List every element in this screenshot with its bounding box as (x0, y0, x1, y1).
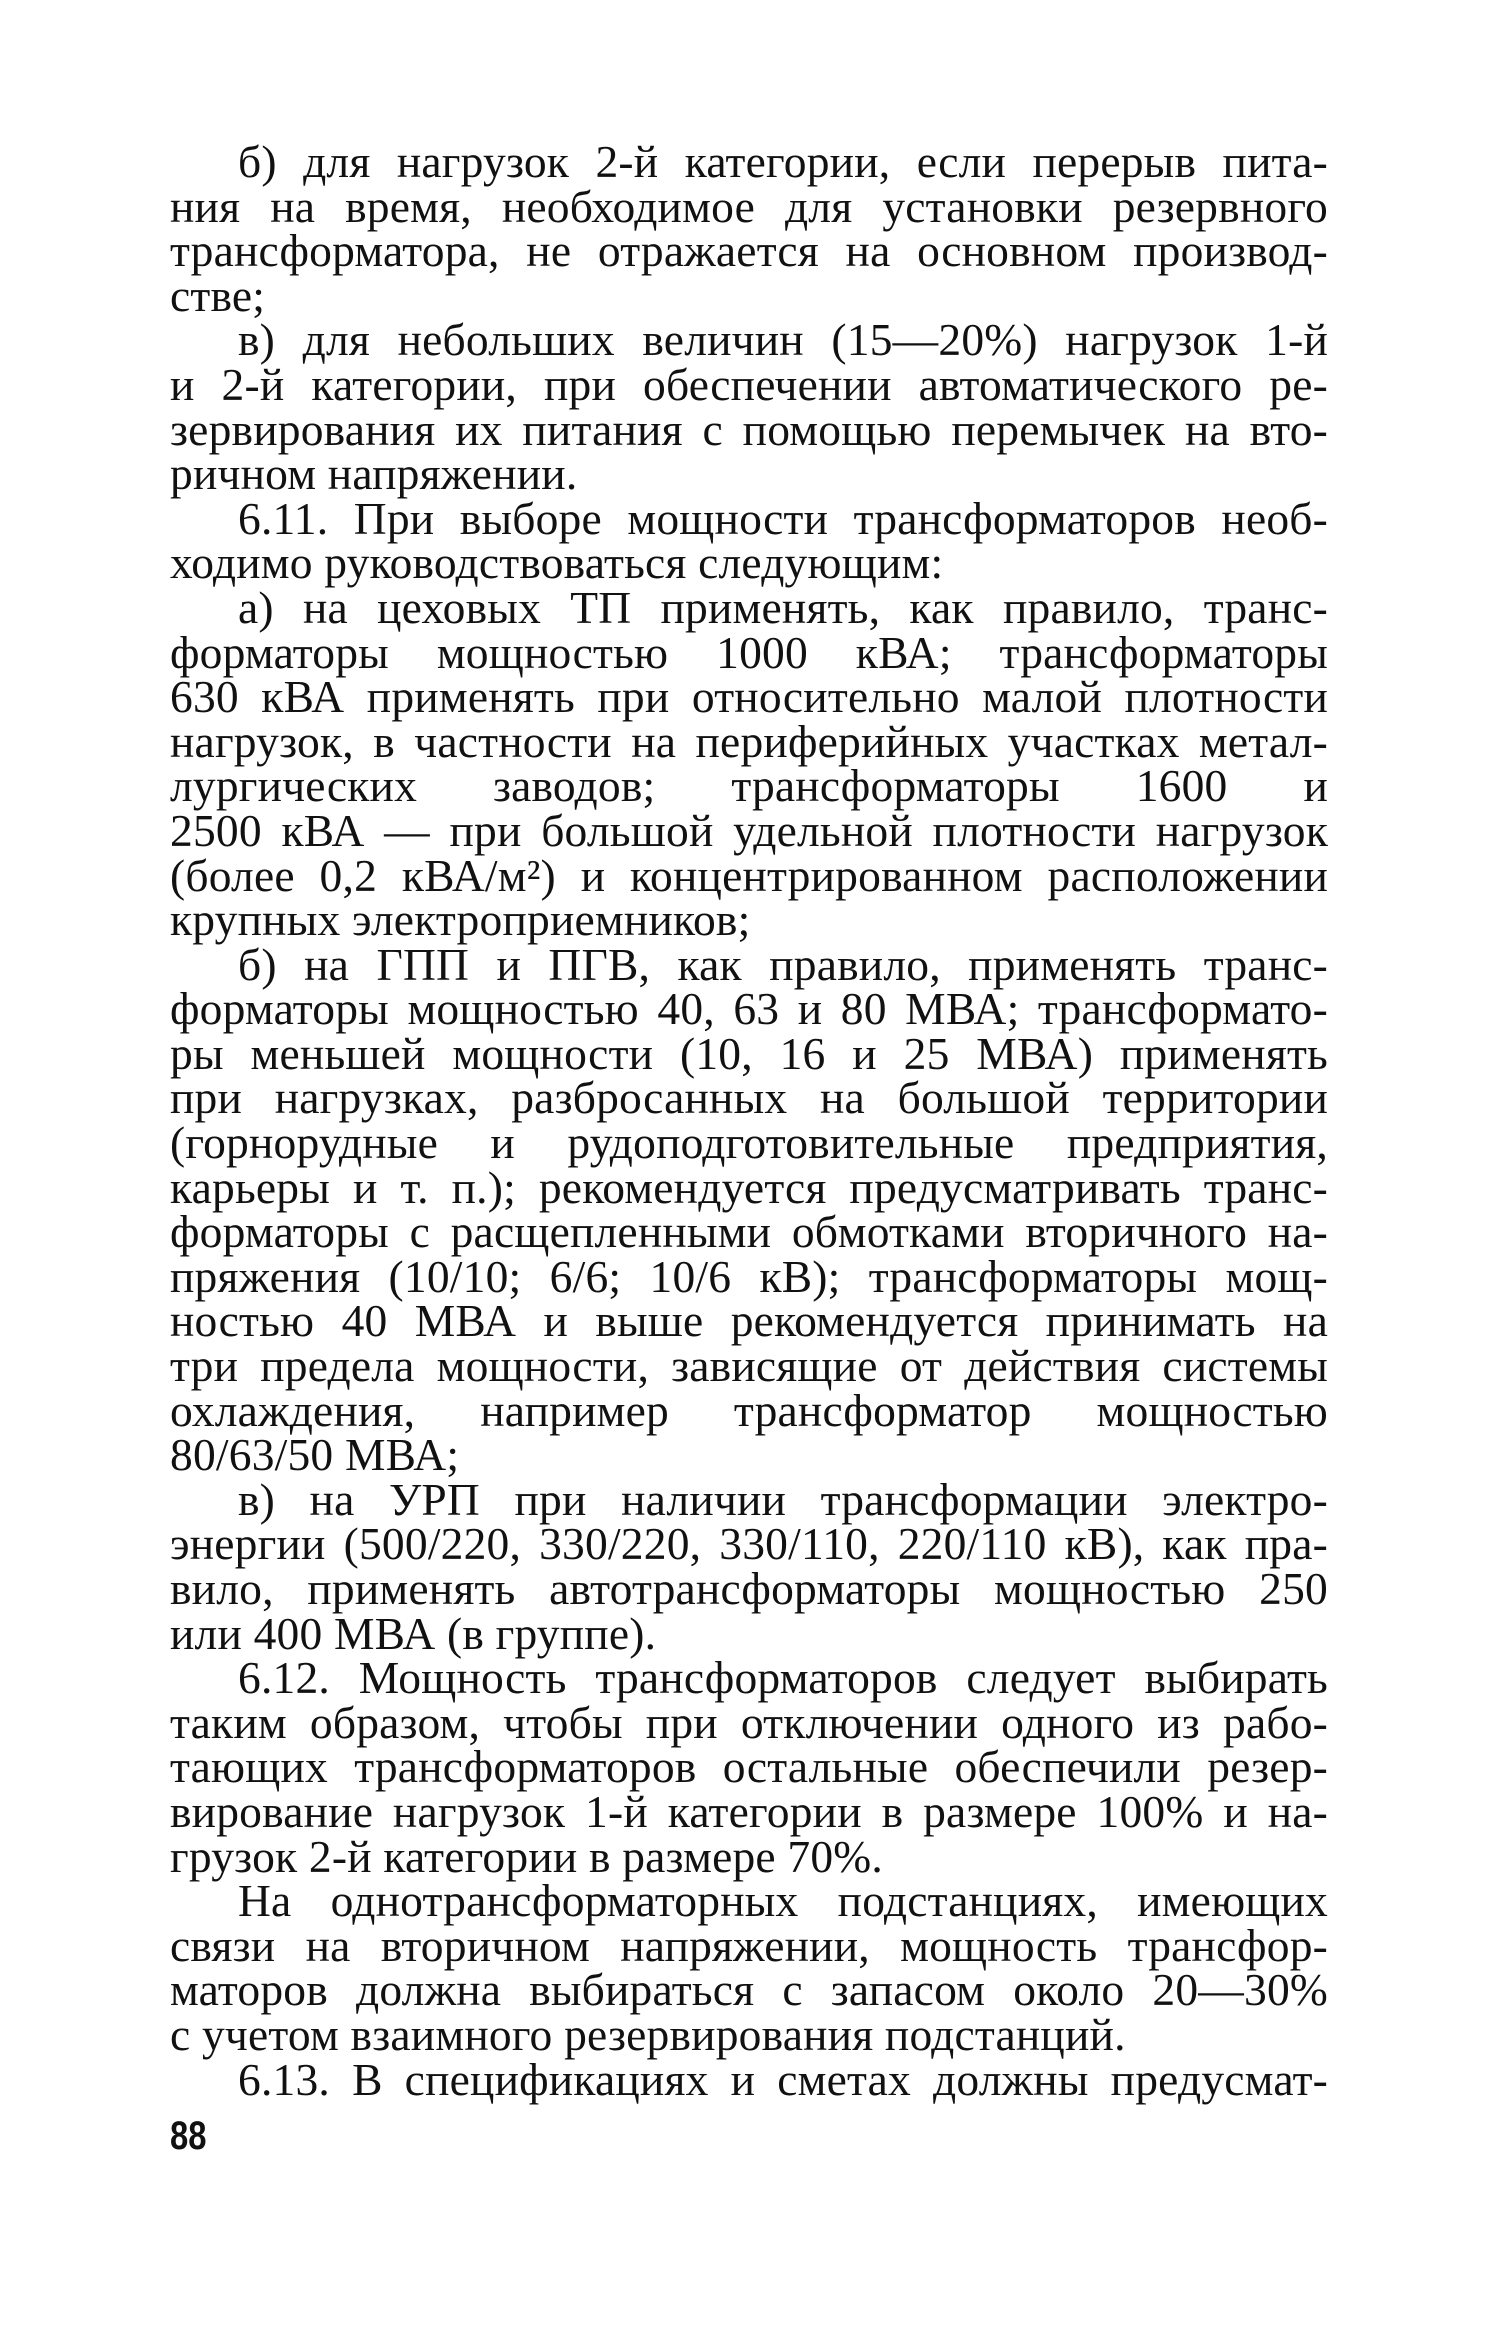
text-line: форматоры мощностью 40, 63 и 80 МВА; трансформато- (170, 983, 1328, 1035)
text-line: тающих трансформаторов остальные обеспечили резер- (170, 1741, 1328, 1793)
text-line: а) на цеховых ТП применять, как правило, транс- (238, 581, 1328, 633)
text-line: форматоры мощностью 1000 кВА; трансформаторы (170, 626, 1328, 678)
text-line: три предела мощности, зависящие от действия системы (170, 1340, 1328, 1392)
text-line: На однотрансформаторных подстанциях, имеющих (238, 1875, 1328, 1927)
text-line: нагрузок, в частности на периферийных участках метал- (170, 715, 1328, 767)
text-line: охлаждения, например трансформатор мощностью (170, 1384, 1328, 1436)
text-line: 630 кВА применять при относительно малой плотности (170, 671, 1328, 723)
text-line: ричном напряжении. (170, 448, 578, 500)
text-line: форматоры с расщепленными обмотками вторичного на- (170, 1206, 1328, 1258)
text-line: вирование нагрузок 1-й категории в размере 100% и на- (170, 1785, 1328, 1837)
text-line: энергии (500/220, 330/220, 330/110, 220/110 кВ), как пра- (170, 1518, 1328, 1570)
text-line: ходимо руководствоваться следующим: (170, 537, 944, 589)
text-line: 6.11. При выборе мощности трансформаторов необ- (238, 492, 1328, 544)
text-line: грузок 2-й категории в размере 70%. (170, 1830, 883, 1882)
text-line: 6.13. В спецификациях и сметах должны предусмат- (238, 2053, 1328, 2105)
text-line: карьеры и т. п.); рекомендуется предусматривать транс- (170, 1161, 1328, 1213)
body-text (170, 136, 1328, 2105)
text-line: с учетом взаимного резервирования подстанций. (170, 2008, 1126, 2060)
text-line: лургических заводов; трансформаторы 1600 и (170, 760, 1328, 812)
text-line: таким образом, чтобы при отключении одного из рабо- (170, 1696, 1328, 1748)
text-line: ры меньшей мощности (10, 16 и 25 МВА) применять (170, 1027, 1328, 1079)
text-line: ния на время, необходимое для установки резервного (170, 180, 1328, 232)
text-line: ностью 40 МВА и выше рекомендуется принимать на (170, 1295, 1328, 1347)
text-line: зервирования их питания с помощью перемычек на вто- (170, 403, 1328, 455)
text-line: пряжения (10/10; 6/6; 10/6 кВ); трансформаторы мощ- (170, 1250, 1328, 1302)
text-line: б) на ГПП и ПГВ, как правило, применять транс- (238, 938, 1328, 990)
text-line: б) для нагрузок 2-й категории, если перерыв пита- (238, 136, 1328, 187)
text-line: 6.12. Мощность трансформаторов следует выбирать (238, 1652, 1328, 1704)
text-line: трансформатора, не отражается на основном производ- (170, 225, 1328, 277)
text-line: маторов должна выбираться с запасом около 20—30% (170, 1964, 1328, 2016)
text-line: 80/63/50 МВА; (170, 1429, 460, 1481)
text-line: связи на вторичном напряжении, мощность трансфор- (170, 1919, 1328, 1971)
text-line: или 400 МВА (в группе). (170, 1607, 657, 1659)
text-line: 2500 кВА — при большой удельной плотности нагрузок (170, 804, 1328, 856)
text-line: в) для небольших величин (15—20%) нагрузок 1-й (238, 314, 1328, 366)
text-line: вило, применять автотрансформаторы мощностью 250 (170, 1563, 1328, 1614)
page-number: 88 (170, 2114, 207, 2158)
text-line: стве; (170, 269, 266, 321)
text-line: при нагрузках, разбросанных на большой территории (170, 1072, 1328, 1124)
text-line: (более 0,2 кВА/м²) и концентрированном расположении (170, 849, 1328, 901)
text-line: в) на УРП при наличии трансформации электро- (238, 1473, 1328, 1525)
text-line: и 2-й категории, при обеспечении автоматического ре- (170, 358, 1328, 410)
text-line: крупных электроприемников; (170, 894, 751, 946)
text-line: (горнорудные и рудоподготовительные предприятия, (170, 1117, 1328, 1169)
